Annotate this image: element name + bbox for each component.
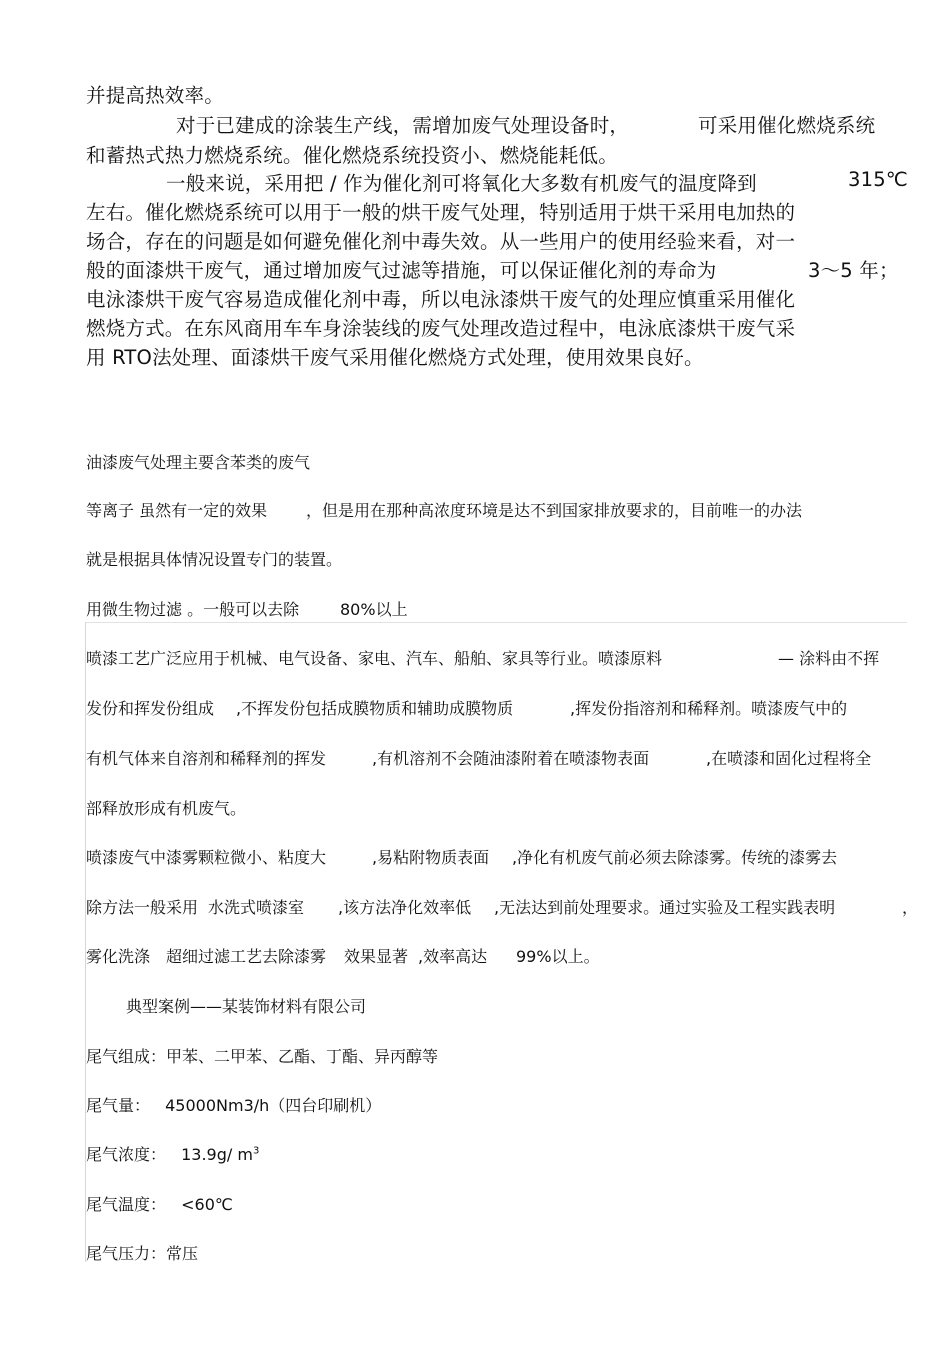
section3-line-6a: 除方法一般采用	[86, 898, 199, 917]
composition-label: 尾气组成：	[86, 1047, 167, 1066]
divider-line	[85, 622, 907, 623]
section3-line-6d: ,无法达到前处理要求。通过实验及工程实践表明	[494, 898, 836, 917]
case-concentration	[86, 1142, 259, 1165]
section2-line-4a: 用微生物过滤 。一般可以去除	[86, 600, 300, 619]
temperature-label: 尾气温度：	[86, 1195, 167, 1214]
section3-line-2a: 发份和挥发份组成	[86, 699, 215, 718]
section3-line-5b: ,易粘附物质表面	[372, 848, 490, 867]
section2-line-4b: 80%以上	[340, 600, 408, 619]
case-pressure	[86, 1241, 198, 1264]
intro-line-1: 并提高热效率。	[86, 84, 224, 107]
concentration-sup: 3	[252, 1145, 260, 1157]
case-title: 典型案例——某装饰材料有限公司	[126, 997, 367, 1016]
case-composition	[86, 1044, 438, 1067]
intro-line-8: 电泳漆烘干废气容易造成催化剂中毒，所以电泳漆烘干废气的处理应慎重采用催化	[86, 288, 796, 311]
section3-line-1a: 喷漆工艺广泛应用于机械、电气设备、家电、汽车、船舶、家具等行业。喷漆原料	[86, 649, 663, 668]
case-volume	[86, 1093, 381, 1116]
section3-line-7b: 超细过滤工艺去除漆雾	[166, 947, 327, 966]
section3-line-3b: ,有机溶剂不会随油漆附着在喷漆物表面	[372, 749, 650, 768]
section3-line-7d: ,效率高达	[418, 947, 488, 966]
volume-value: 45000Nm3/h（四台印刷机）	[165, 1096, 382, 1115]
intro-line-2a: 对于已建成的涂装生产线，需增加废气处理设备时，	[176, 114, 630, 137]
intro-line-10: 用 RTO法处理、面漆烘干废气采用催化燃烧方式处理，使用效果良好。	[86, 346, 704, 369]
section3-line-7c: 效果显著	[344, 947, 409, 966]
composition-value: 甲苯、二甲苯、乙酯、丁酯、异丙醇等	[166, 1047, 439, 1066]
section3-line-5a: 喷漆废气中漆雾颗粒微小、粘度大	[86, 848, 327, 867]
section2-line-2b: ，但是用在那种高浓度环境是达不到国家排放要求的，目前唯一的办法	[306, 501, 803, 520]
intro-line-6: 场合，存在的问题是如何避免催化剂中毒失效。从一些用户的使用经验来看，对一	[86, 230, 796, 253]
volume-label: 尾气量：	[86, 1096, 151, 1115]
intro-line-2b: 可采用催化燃烧系统	[698, 114, 876, 137]
pressure-value: 常压	[166, 1244, 199, 1263]
intro-line-9: 燃烧方式。在东风商用车车身涂装线的废气处理改造过程中，电泳底漆烘干废气采	[86, 317, 796, 340]
intro-line-7b: 3～5 年；	[808, 259, 899, 282]
section3-line-7a: 雾化洗涤	[86, 947, 151, 966]
intro-line-5: 左右。催化燃烧系统可以用于一般的烘干废气处理，特别适用于烘干采用电加热的	[86, 201, 796, 224]
section3-line-3a: 有机气体来自溶剂和稀释剂的挥发	[86, 749, 327, 768]
section2-line-3: 就是根据具体情况设置专门的装置。	[86, 550, 343, 569]
section3-line-4: 部释放形成有机废气。	[86, 799, 247, 818]
section3-line-3c: ,在喷漆和固化过程将全	[706, 749, 872, 768]
pressure-label: 尾气压力：	[86, 1244, 167, 1263]
section3-line-1b: — 涂料由不挥	[778, 649, 880, 668]
section3-line-2b: ,不挥发份包括成膜物质和辅助成膜物质	[236, 699, 514, 718]
section3-line-6c: ,该方法净化效率低	[338, 898, 472, 917]
section3-line-7e: 99%以上。	[516, 947, 600, 966]
section3-line-5c: ,净化有机废气前必须去除漆雾。传统的漆雾去	[512, 848, 838, 867]
intro-line-4a: 一般来说，采用把 / 作为催化剂可将氧化大多数有机废气的温度降到	[166, 172, 757, 195]
section2-heading: 油漆废气处理主要含苯类的废气	[86, 453, 311, 472]
section3-line-6b: 水洗式喷漆室	[208, 898, 305, 917]
intro-line-7a: 般的面漆烘干废气，通过增加废气过滤等措施，可以保证催化剂的寿命为	[86, 259, 717, 282]
section3-line-2c: ,挥发份指溶剂和稀释剂。喷漆废气中的	[570, 699, 848, 718]
intro-line-4b: 315℃	[848, 168, 908, 191]
concentration-value: 13.9g/ m	[181, 1145, 253, 1164]
section3-line-6e: ，	[902, 898, 919, 917]
concentration-label: 尾气浓度：	[86, 1145, 167, 1164]
section2-line-2a: 等离子 虽然有一定的效果	[86, 501, 268, 520]
temperature-value: <60℃	[181, 1195, 233, 1214]
intro-line-3: 和蓄热式热力燃烧系统。催化燃烧系统投资小、燃烧能耗低。	[86, 144, 618, 167]
case-temperature	[86, 1192, 233, 1215]
